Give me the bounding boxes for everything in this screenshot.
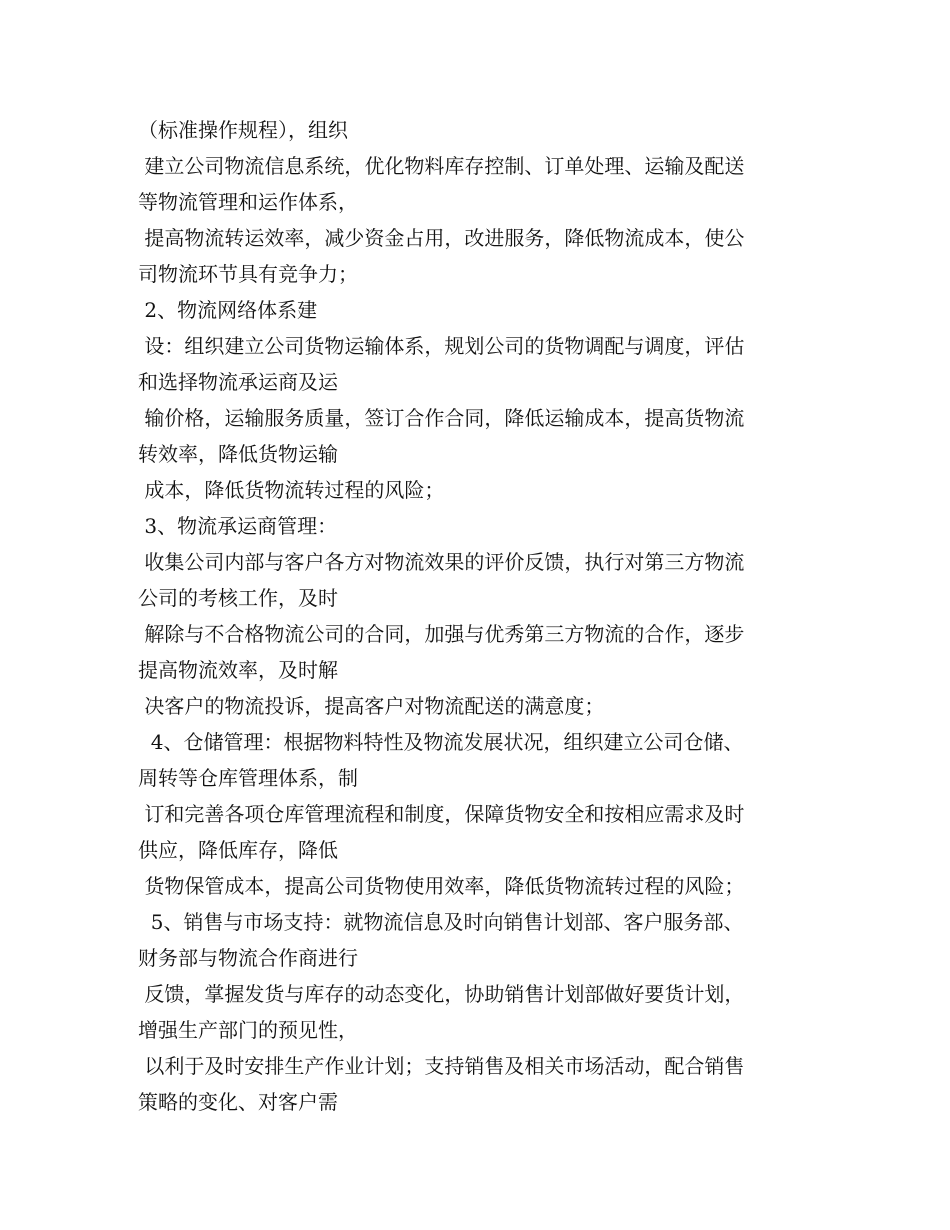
text-line: 订和完善各项仓库管理流程和制度，保障货物安全和按相应需求及时: [138, 802, 745, 826]
text-line: 输价格，运输服务质量，签订合作合同，降低运输成本，提高货物流: [138, 406, 745, 430]
section-heading-4: 4、仓储管理：根据物料特性及物流发展状况，组织建立公司仓储、: [138, 730, 744, 754]
text-line: 和选择物流承运商及运: [138, 370, 338, 394]
text-line: 以利于及时安排生产作业计划；支持销售及相关市场活动，配合销售: [138, 1054, 745, 1078]
text-line: 设：组织建立公司货物运输体系，规划公司的货物调配与调度，评估: [138, 334, 745, 358]
text-line: 转效率，降低货物运输: [138, 442, 338, 466]
text-line: 财务部与物流合作商进行: [138, 946, 358, 970]
text-line: 反馈，掌握发货与库存的动态变化，协助销售计划部做好要货计划，: [138, 982, 745, 1006]
text-line: 等物流管理和运作体系，: [138, 190, 358, 214]
document-body: [138, 112, 818, 1120]
text-line: 收集公司内部与客户各方对物流效果的评价反馈，执行对第三方物流: [138, 550, 745, 574]
text-line: 增强生产部门的预见性，: [138, 1018, 358, 1042]
text-line: 提高物流转运效率，减少资金占用，改进服务，降低物流成本，使公: [138, 226, 745, 250]
text-line: 建立公司物流信息系统，优化物料库存控制、订单处理、运输及配送: [138, 154, 745, 178]
text-line: 周转等仓库管理体系，制: [138, 766, 358, 790]
section-heading-2: 2、物流网络体系建: [138, 298, 318, 322]
text-line: 解除与不合格物流公司的合同，加强与优秀第三方物流的合作，逐步: [138, 622, 745, 646]
text-line: 公司的考核工作，及时: [138, 586, 338, 610]
text-line: 货物保管成本，提高公司货物使用效率，降低货物流转过程的风险；: [138, 874, 745, 898]
text-line: 供应，降低库存，降低: [138, 838, 338, 862]
section-heading-5: 5、销售与市场支持：就物流信息及时向销售计划部、客户服务部、: [138, 910, 744, 934]
text-line: （标准操作规程），组织: [138, 118, 348, 142]
text-line: 提高物流效率，及时解: [138, 658, 338, 682]
text-line: 成本，降低货物流转过程的风险；: [138, 478, 445, 502]
text-line: 司物流环节具有竞争力；: [138, 262, 358, 286]
text-line: 决客户的物流投诉，提高客户对物流配送的满意度；: [138, 694, 605, 718]
text-line: 策略的变化、对客户需: [138, 1090, 338, 1114]
section-heading-3: 3、物流承运商管理：: [138, 514, 338, 538]
